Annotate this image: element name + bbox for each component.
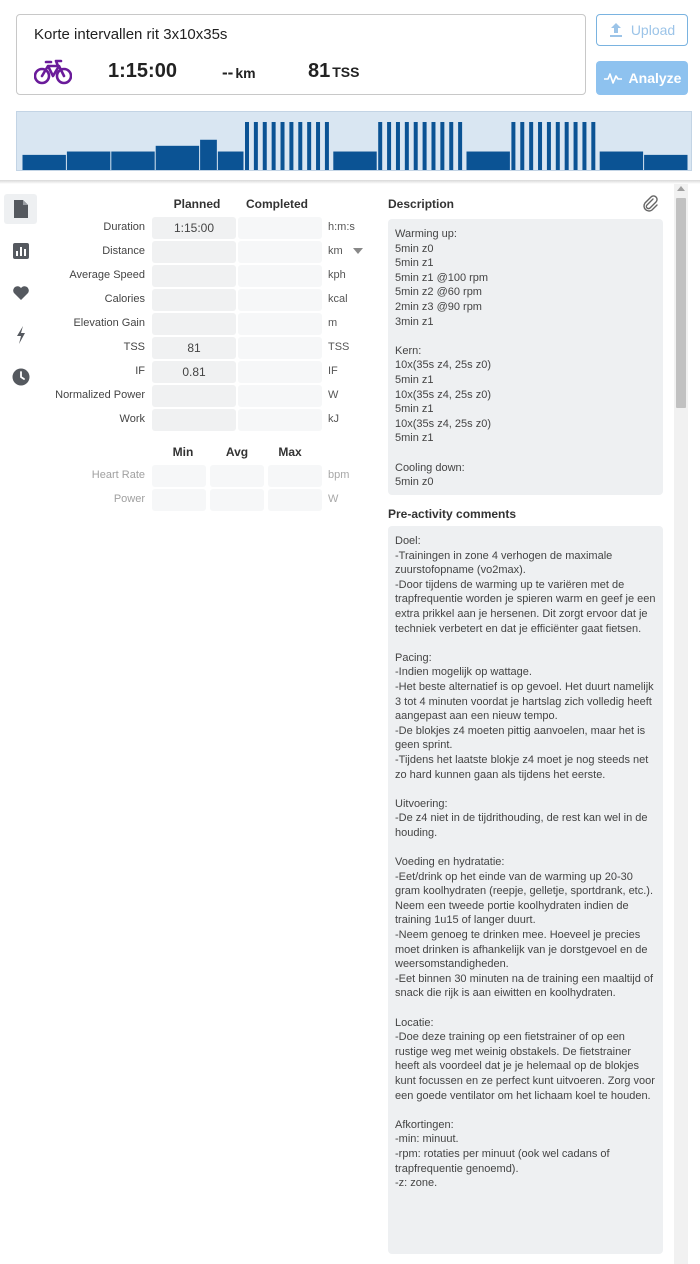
metric-row-elevation-gain [0, 313, 370, 335]
comments-text[interactable]: Doel: -Trainingen in zone 4 verhogen de maximale zuurstofopname (vo2max). -Door tijdens de warming up te variëren met de trapfrequentie worden je spieren warm en geef je een extra prikkel aan je hersenen. Dit zorgt ervoor dat je techniek verbetert en dat je efficiënter gaat fietsen. Pacing: -Indien mogelijk op wattage. -Het beste alternatief is op gevoel. Het duurt namelijk 3 tot 4 minuten voordat je hartslag zich volledig heeft aangepast aan een nieuw tempo. -De blokjes z4 moeten pittig aanvoelen, maar het is geen sprint. -Tijdens het laatste blokje z4 moet je nog steeds net zo hard kunnen gaan als tijdens het eerste. Uitvoering: -De z4 niet in de tijdrithouding, de rest kan wel in de houding. Voeding en hydratatie: -Eet/drink op het einde van de warming up 20-30 gram koolhydraten (reepje, gelletje, sportdrank, etc.). Neem een tweede portie koolhydraten indien de training 1u15 of langer duurt. -Neem genoeg te drinken mee. Hoeveel je precies moet drinken is afhankelijk van je dorstgevoel en de weersomstandigheden. -Eet binnen 30 minuten na de training een maaltijd of snack die rijk is aan eiwitten en koolhydraten. Locatie: -Doe deze training op een fietstrainer of op een rustige weg met weinig obstakels. De fietstrainer heeft als voordeel dat je je helemaal op de blokjes kunt focussen en ze perfect kunt uitvoeren. Zorg voor een goede ventilator om het lichaam koel te houden. Afkortingen: -min: minuut. -rpm: rotaties per minuut (ook wel cadans of trapfrequentie genoemd). -z: zone. [388, 526, 663, 1254]
interval-bar [529, 122, 533, 170]
planned-tss [308, 60, 359, 83]
range-row-power [0, 489, 370, 511]
metric-label: Elevation Gain [73, 317, 145, 329]
metric-label: Duration [103, 221, 145, 233]
metric-row-calories [0, 289, 370, 311]
metric-unit: W [328, 493, 339, 505]
power-max-field [268, 489, 322, 511]
distance-unit: km [235, 65, 256, 81]
average-speed-planned-input[interactable] [152, 265, 236, 287]
segment-block [67, 152, 110, 170]
workout-title[interactable]: Korte intervallen rit 3x10x35s [34, 26, 228, 43]
segment-block [333, 152, 376, 170]
scrollbar[interactable] [674, 184, 688, 1264]
interval-bar [547, 122, 551, 170]
interval-bar [574, 122, 578, 170]
segment-block [111, 152, 154, 170]
analyze-label: Analyze [628, 70, 682, 86]
scroll-up-arrow-icon[interactable] [677, 186, 685, 191]
power-avg-field [210, 489, 264, 511]
segment-block [200, 140, 217, 170]
tss-planned-input[interactable]: 81 [152, 337, 236, 359]
segment-block [156, 146, 199, 170]
interval-bar [396, 122, 400, 170]
bike-icon [34, 58, 72, 86]
metric-label: Normalized Power [55, 389, 145, 401]
interval-bar [289, 122, 293, 170]
metric-unit: kcal [328, 293, 348, 305]
work-planned-input[interactable] [152, 409, 236, 431]
segment-block [23, 155, 66, 170]
metric-label: Average Speed [69, 269, 145, 281]
interval-bar [254, 122, 258, 170]
metric-label: Distance [102, 245, 145, 257]
distance-planned-input[interactable] [152, 241, 236, 263]
average-speed-completed-input[interactable] [238, 265, 322, 287]
distance-unit-select[interactable] [328, 245, 363, 257]
avg-column-header: Avg [225, 445, 249, 459]
interval-bar [520, 122, 524, 170]
metric-row-distance [0, 241, 370, 263]
normalized-power-completed-input[interactable] [238, 385, 322, 407]
metric-unit: IF [328, 365, 338, 377]
metric-unit: h:m:s [328, 221, 355, 233]
description-title: Description [388, 197, 455, 211]
pulse-icon [603, 71, 623, 85]
metric-row-duration [0, 217, 370, 239]
interval-bar [307, 122, 311, 170]
metric-unit-label: km [328, 245, 343, 257]
heart-rate-avg-field [210, 465, 264, 487]
metric-label: Power [113, 493, 145, 505]
workout-graph-svg [17, 112, 691, 170]
metric-unit: kJ [328, 413, 339, 425]
tss-value: 81 [308, 60, 331, 82]
metric-row-tss [0, 337, 370, 359]
comments-title: Pre-activity comments [388, 507, 517, 521]
interval-bar [591, 122, 595, 170]
distance-value: -- [222, 63, 234, 82]
metric-unit: bpm [328, 469, 350, 481]
upload-label: Upload [630, 22, 676, 38]
metric-unit: TSS [328, 341, 350, 353]
metric-unit: m [328, 317, 338, 329]
metric-row-normalized-power [0, 385, 370, 407]
interval-bar [378, 122, 382, 170]
interval-bar [431, 122, 435, 170]
chevron-down-icon [353, 248, 363, 254]
metric-unit: kph [328, 269, 346, 281]
interval-bar [245, 122, 249, 170]
upload-button[interactable] [596, 14, 688, 46]
completed-column-header: Completed [245, 197, 308, 211]
interval-bar [414, 122, 418, 170]
interval-bar [458, 122, 462, 170]
tss-unit: TSS [332, 64, 360, 80]
metric-row-work [0, 409, 370, 431]
interval-bar [423, 122, 427, 170]
segment-block [467, 152, 510, 170]
metric-label: IF [135, 365, 145, 377]
interval-bar [565, 122, 569, 170]
upload-icon [609, 22, 623, 38]
max-column-header: Max [278, 445, 302, 459]
analyze-button[interactable] [596, 61, 688, 95]
normalized-power-planned-input[interactable] [152, 385, 236, 407]
workout-header-card [16, 14, 586, 95]
interval-bar [449, 122, 453, 170]
power-min-field [152, 489, 206, 511]
segment-block [644, 155, 687, 170]
interval-bar [405, 122, 409, 170]
tss-completed-input[interactable] [238, 337, 322, 359]
distance-completed-input[interactable] [238, 241, 322, 263]
interval-bar [263, 122, 267, 170]
metric-row-if [0, 361, 370, 383]
scrollbar-thumb[interactable] [676, 198, 686, 408]
min-column-header: Min [172, 445, 194, 459]
paperclip-icon[interactable] [641, 194, 659, 212]
metric-row-average-speed [0, 265, 370, 287]
interval-bar [511, 122, 515, 170]
planned-column-header: Planned [173, 197, 221, 211]
duration-completed-input[interactable] [238, 217, 322, 239]
elevation-gain-planned-input[interactable] [152, 313, 236, 335]
calories-planned-input[interactable] [152, 289, 236, 311]
segment-block [218, 152, 244, 170]
interval-bar [316, 122, 320, 170]
interval-bar [440, 122, 444, 170]
interval-bar [538, 122, 542, 170]
metric-unit: W [328, 389, 339, 401]
work-completed-input[interactable] [238, 409, 322, 431]
interval-bar [387, 122, 391, 170]
header-divider [0, 180, 700, 184]
heart-rate-max-field [268, 465, 322, 487]
planned-duration: 1:15:00 [108, 60, 177, 82]
description-text[interactable]: Warming up: 5min z0 5min z1 5min z1 @100 rpm 5min z2 @60 rpm 2min z3 @90 rpm 3min z1 Kern: 10x(35s z4, 25s z0) 5min z1 10x(35s z4, 25s z0) 5min z1 10x(35s z4, 25s z0) 5min z1 Cooling down: 5min z0 [388, 219, 663, 495]
metric-label: Calories [104, 293, 145, 305]
range-row-heart-rate [0, 465, 370, 487]
metric-label: Heart Rate [91, 469, 145, 481]
interval-bar [556, 122, 560, 170]
heart-rate-min-field [152, 465, 206, 487]
metric-label: Work [119, 413, 145, 425]
duration-planned-input[interactable]: 1:15:00 [152, 217, 236, 239]
interval-bar [298, 122, 302, 170]
interval-bar [582, 122, 586, 170]
if-completed-input[interactable] [238, 361, 322, 383]
interval-bar [325, 122, 329, 170]
planned-distance [222, 63, 256, 83]
elevation-gain-completed-input[interactable] [238, 313, 322, 335]
metric-label: TSS [123, 341, 145, 353]
interval-bar [272, 122, 276, 170]
segment-block [600, 152, 643, 170]
if-planned-input[interactable]: 0.81 [152, 361, 236, 383]
document-icon [14, 200, 28, 218]
workout-structure-graph[interactable] [16, 111, 692, 171]
interval-bar [281, 122, 285, 170]
calories-completed-input[interactable] [238, 289, 322, 311]
